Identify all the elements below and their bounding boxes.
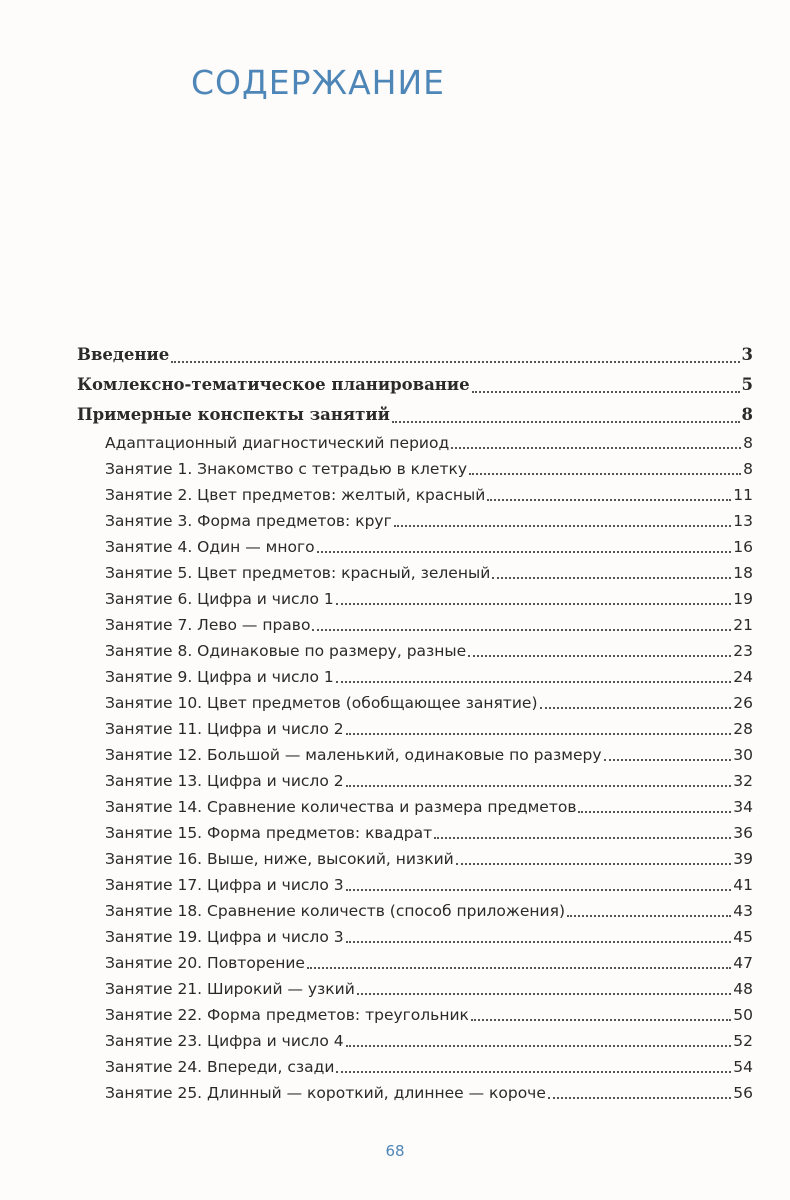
toc-entry-introduction bbox=[77, 340, 753, 370]
toc-entry-page: 48 bbox=[733, 980, 753, 998]
toc-sub-entry bbox=[77, 586, 753, 612]
dot-leader bbox=[346, 1044, 732, 1047]
dot-leader bbox=[357, 992, 731, 995]
toc-entry-page: 23 bbox=[733, 642, 753, 660]
toc-entry-page: 34 bbox=[733, 798, 753, 816]
dot-leader bbox=[307, 966, 731, 969]
toc-entry-label: Занятие 10. Цвет предметов (обобщающее занятие) bbox=[105, 694, 538, 712]
toc-entry-label: Занятие 7. Лево — право bbox=[105, 616, 311, 634]
toc-entry-page: 30 bbox=[733, 746, 753, 764]
dot-leader bbox=[540, 706, 732, 709]
toc-sub-entry bbox=[77, 508, 753, 534]
toc-sub-entry bbox=[77, 664, 753, 690]
toc-entry-page: 11 bbox=[733, 486, 753, 504]
dot-leader bbox=[346, 940, 732, 943]
toc-entry-label: Комлексно-тематическое планирование bbox=[77, 375, 470, 394]
toc-entry-label: Занятие 19. Цифра и число 3 bbox=[105, 928, 344, 946]
toc-sub-entry bbox=[77, 898, 753, 924]
dot-leader bbox=[434, 836, 731, 839]
toc-sub-entry bbox=[77, 430, 753, 456]
dot-leader bbox=[468, 654, 731, 657]
toc-entry-page: 16 bbox=[733, 538, 753, 556]
dot-leader bbox=[312, 628, 731, 631]
dot-leader bbox=[469, 472, 741, 475]
toc-entry-page: 3 bbox=[741, 345, 753, 364]
toc-entry-page: 45 bbox=[733, 928, 753, 946]
toc-entry-label: Занятие 24. Впереди, сзади bbox=[105, 1058, 335, 1076]
dot-leader bbox=[471, 1018, 731, 1021]
toc-entry-label: Адаптационный диагностический период bbox=[105, 434, 450, 452]
toc-entry-planning bbox=[77, 370, 753, 400]
toc-entry-page: 32 bbox=[733, 772, 753, 790]
toc-entry-label: Занятие 1. Знакомство с тетрадью в клетку bbox=[105, 460, 468, 478]
toc-entry-label: Занятие 15. Форма предметов: квадрат bbox=[105, 824, 433, 842]
toc-entry-label: Занятие 17. Цифра и число 3 bbox=[105, 876, 344, 894]
toc-sub-entry bbox=[77, 560, 753, 586]
toc-entry-page: 18 bbox=[733, 564, 753, 582]
dot-leader bbox=[472, 390, 740, 393]
toc-sub-entry bbox=[77, 534, 753, 560]
toc-entry-page: 52 bbox=[733, 1032, 753, 1050]
dot-leader bbox=[492, 576, 731, 579]
toc-entry-page: 43 bbox=[733, 902, 753, 920]
dot-leader bbox=[392, 420, 740, 423]
toc-entry-page: 26 bbox=[733, 694, 753, 712]
toc-entry-page: 21 bbox=[733, 616, 753, 634]
toc-entry-label: Занятие 12. Большой — маленький, одинаковые по размеру bbox=[105, 746, 602, 764]
dot-leader bbox=[394, 524, 732, 527]
toc-entry-page: 5 bbox=[741, 375, 753, 394]
toc-entry-label: Введение bbox=[77, 345, 170, 364]
toc-entry-label: Занятие 18. Сравнение количеств (способ приложения) bbox=[105, 902, 565, 920]
toc-entry-page: 8 bbox=[743, 434, 753, 452]
toc-entry-page: 39 bbox=[733, 850, 753, 868]
toc-entry-label: Занятие 20. Повторение bbox=[105, 954, 305, 972]
toc-entry-label: Примерные конспекты занятий bbox=[77, 405, 390, 424]
toc-sub-entry bbox=[77, 872, 753, 898]
toc-sub-entry bbox=[77, 924, 753, 950]
dot-leader bbox=[567, 914, 731, 917]
toc-entry-label: Занятие 23. Цифра и число 4 bbox=[105, 1032, 344, 1050]
toc-sub-entry bbox=[77, 482, 753, 508]
toc-entry-label: Занятие 21. Широкий — узкий bbox=[105, 980, 355, 998]
toc-sub-entry bbox=[77, 1028, 753, 1054]
toc-sub-entries bbox=[77, 430, 753, 1106]
table-of-contents bbox=[77, 340, 753, 1106]
toc-entry-label: Занятие 14. Сравнение количества и размера предметов bbox=[105, 798, 577, 816]
toc-sub-entry bbox=[77, 794, 753, 820]
toc-entry-page: 47 bbox=[733, 954, 753, 972]
dot-leader bbox=[336, 680, 732, 683]
dot-leader bbox=[171, 360, 739, 363]
dot-leader bbox=[336, 602, 732, 605]
toc-entry-label: Занятие 8. Одинаковые по размеру, разные bbox=[105, 642, 467, 660]
toc-sub-entry bbox=[77, 716, 753, 742]
toc-sub-entry bbox=[77, 820, 753, 846]
toc-entry-label: Занятие 6. Цифра и число 1 bbox=[105, 590, 334, 608]
dot-leader bbox=[487, 498, 731, 501]
toc-entry-page: 28 bbox=[733, 720, 753, 738]
page-title: СОДЕРЖАНИЕ bbox=[191, 63, 446, 102]
page-number: 68 bbox=[385, 1142, 405, 1160]
dot-leader bbox=[346, 732, 732, 735]
dot-leader bbox=[336, 1070, 731, 1073]
toc-entry-page: 54 bbox=[733, 1058, 753, 1076]
toc-entry-label: Занятие 2. Цвет предметов: желтый, красный bbox=[105, 486, 486, 504]
toc-sub-entry bbox=[77, 976, 753, 1002]
toc-sub-entry bbox=[77, 950, 753, 976]
toc-entry-label: Занятие 5. Цвет предметов: красный, зеленый bbox=[105, 564, 491, 582]
toc-entry-label: Занятие 11. Цифра и число 2 bbox=[105, 720, 344, 738]
toc-entry-lesson-plans bbox=[77, 400, 753, 430]
dot-leader bbox=[451, 446, 741, 449]
dot-leader bbox=[346, 888, 732, 891]
toc-entry-page: 41 bbox=[733, 876, 753, 894]
toc-sub-entry bbox=[77, 768, 753, 794]
toc-entry-page: 8 bbox=[741, 405, 753, 424]
toc-entry-label: Занятие 9. Цифра и число 1 bbox=[105, 668, 334, 686]
toc-entry-page: 36 bbox=[733, 824, 753, 842]
toc-entry-page: 19 bbox=[733, 590, 753, 608]
toc-entry-page: 24 bbox=[733, 668, 753, 686]
toc-entry-page: 50 bbox=[733, 1006, 753, 1024]
toc-entry-label: Занятие 22. Форма предметов: треугольник bbox=[105, 1006, 469, 1024]
toc-sub-entry bbox=[77, 1080, 753, 1106]
toc-entry-label: Занятие 13. Цифра и число 2 bbox=[105, 772, 344, 790]
toc-entry-page: 56 bbox=[733, 1084, 753, 1102]
dot-leader bbox=[578, 810, 731, 813]
dot-leader bbox=[346, 784, 732, 787]
toc-sub-entry bbox=[77, 1002, 753, 1028]
dot-leader bbox=[604, 758, 732, 761]
toc-entry-label: Занятие 16. Выше, ниже, высокий, низкий bbox=[105, 850, 454, 868]
toc-entry-page: 13 bbox=[733, 512, 753, 530]
dot-leader bbox=[317, 550, 732, 553]
toc-sub-entry bbox=[77, 846, 753, 872]
toc-sub-entry bbox=[77, 612, 753, 638]
toc-sub-entry bbox=[77, 1054, 753, 1080]
toc-entry-label: Занятие 4. Один — много bbox=[105, 538, 315, 556]
dot-leader bbox=[548, 1096, 731, 1099]
toc-sub-entry bbox=[77, 638, 753, 664]
toc-sub-entry bbox=[77, 690, 753, 716]
toc-sub-entry bbox=[77, 742, 753, 768]
toc-entry-page: 8 bbox=[743, 460, 753, 478]
dot-leader bbox=[456, 862, 732, 865]
toc-sub-entry bbox=[77, 456, 753, 482]
toc-entry-label: Занятие 3. Форма предметов: круг bbox=[105, 512, 392, 530]
toc-entry-label: Занятие 25. Длинный — короткий, длиннее — короче bbox=[105, 1084, 546, 1102]
